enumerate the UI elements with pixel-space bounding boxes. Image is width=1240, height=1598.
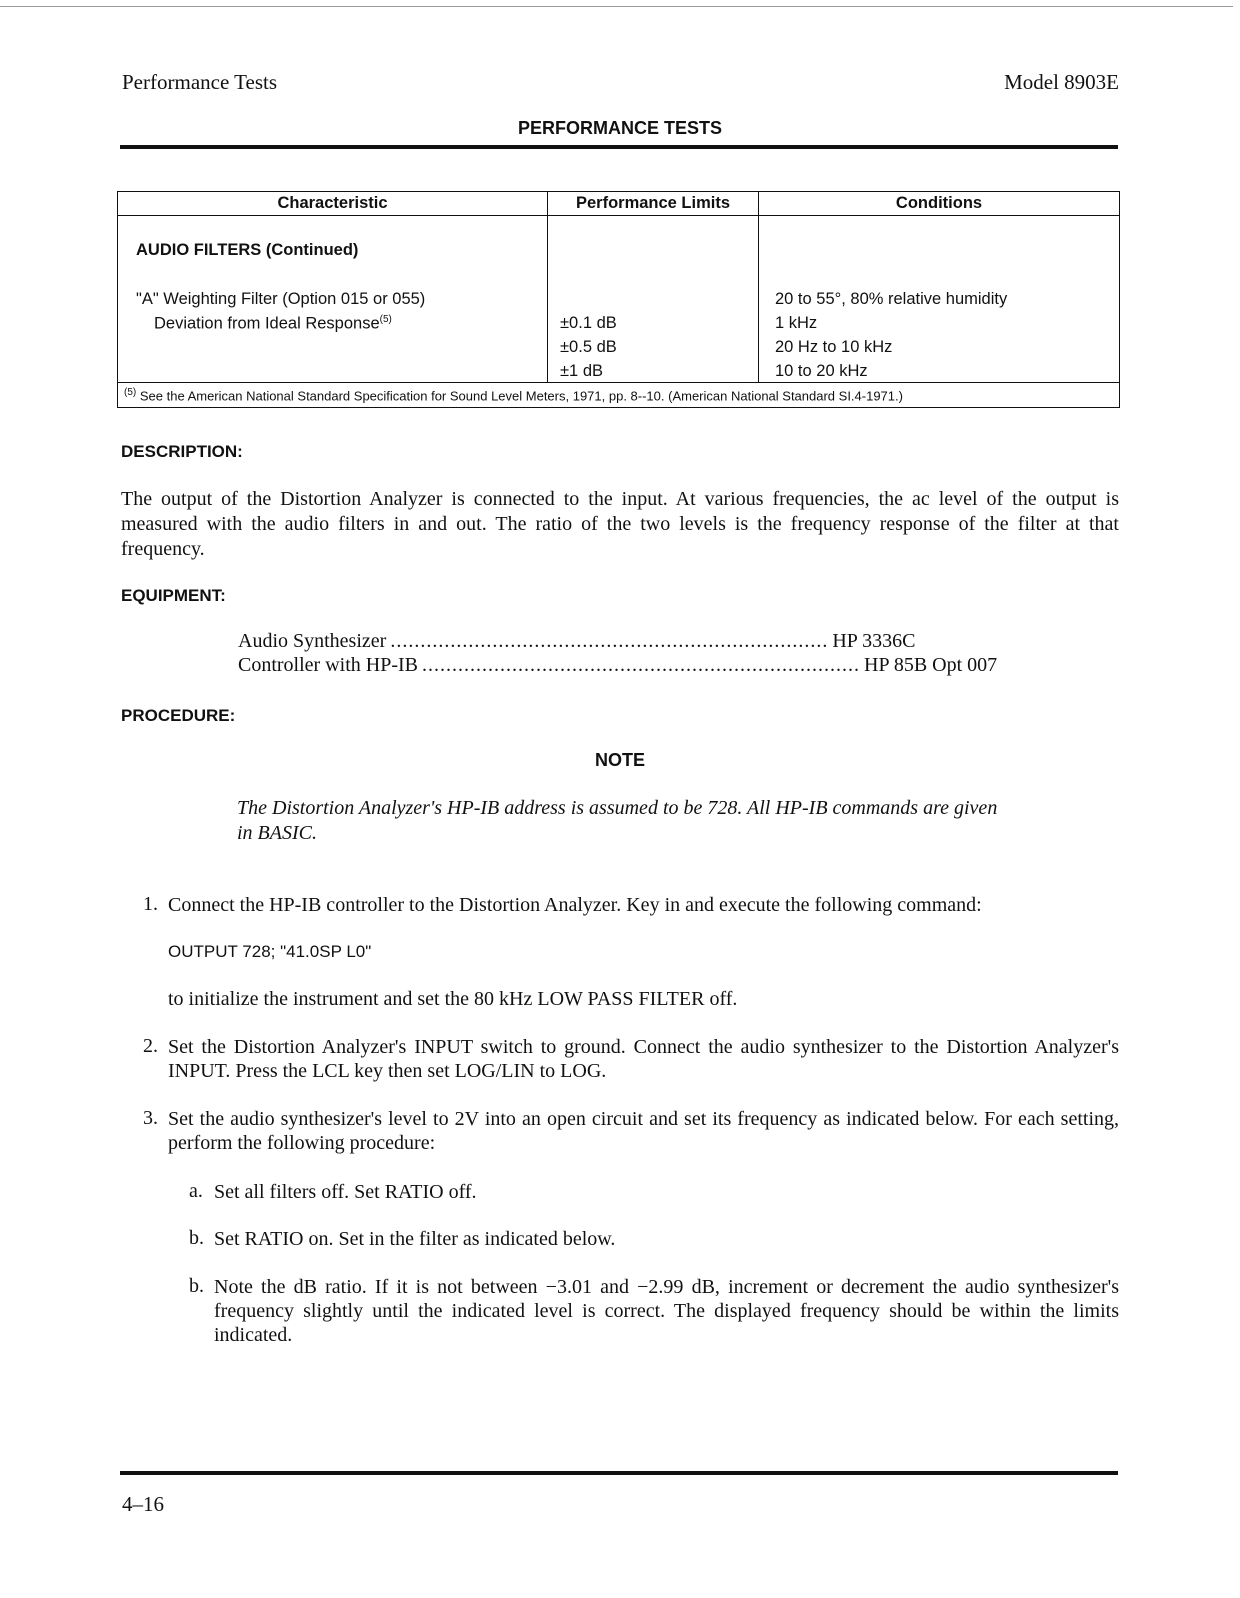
equipment-heading: EQUIPMENT: (121, 586, 226, 605)
footnote-row (118, 383, 1120, 408)
step-number: 3. (143, 1107, 158, 1129)
substep-label: b. (189, 1227, 204, 1249)
condition-value: 20 to 55°, 80% relative humidity (775, 290, 1008, 308)
spec-table-row (118, 216, 1120, 383)
equipment-item (238, 630, 916, 653)
step-text: Set the audio synthesizer's level to 2V into an open circuit and set its frequency as indicated below. For each setting, perform the following procedure: (168, 1108, 1119, 1154)
equipment-name: Audio Synthesizer (238, 630, 387, 652)
performance-limits-cell (548, 216, 759, 383)
footer-rule (120, 1471, 1118, 1475)
step-number: 1. (143, 893, 158, 915)
hpib-command: OUTPUT 728; "41.0SP L0" (168, 942, 372, 961)
substep-label: b. (189, 1275, 204, 1297)
description-heading: DESCRIPTION: (121, 442, 243, 461)
description-text: The output of the Distortion Analyzer is connected to the input. At various frequencies, the ac level of the output is measured with the audio filters in and out. The ratio of the two levels is the frequency response of the filter at that frequency. (121, 488, 1119, 560)
limit-value: ±1 dB (560, 362, 603, 380)
equipment-model: HP 85B Opt 007 (864, 654, 998, 676)
leader-dots: ......................................................................... (422, 654, 860, 676)
spec-table (117, 191, 1120, 408)
col-header-performance-limits: Performance Limits (548, 192, 759, 216)
characteristic-item: "A" Weighting Filter (Option 015 or 055) (136, 290, 426, 308)
section-title: AUDIO FILTERS (Continued) (136, 241, 359, 259)
footnote-cell (118, 383, 1120, 408)
condition-value: 10 to 20 kHz (775, 362, 868, 380)
step-continuation: to initialize the instrument and set the 80 kHz LOW PASS FILTER off. (168, 988, 738, 1010)
footnote-text: See the American National Standard Specification for Sound Level Meters, 1971, pp. 8--10. (American National Standard SI.4-1971.) (139, 388, 903, 404)
step-text: Set the Distortion Analyzer's INPUT switch to ground. Connect the audio synthesizer to the Distortion Analyzer's INPUT. Press the LCL key then set LOG/LIN to LOG. (168, 1036, 1119, 1082)
top-edge-line (0, 6, 1233, 7)
characteristic-cell (118, 216, 548, 383)
heading-rule (120, 145, 1118, 149)
condition-value: 20 Hz to 10 kHz (775, 338, 893, 356)
col-header-characteristic: Characteristic (118, 192, 548, 216)
running-header-left: Performance Tests (122, 70, 278, 94)
footnote-marker: (5) (124, 386, 137, 398)
sub-item-label: Deviation from Ideal Response (154, 314, 380, 333)
substep-text: Set all filters off. Set RATIO off. (214, 1181, 477, 1203)
page-number: 4–16 (122, 1492, 164, 1516)
limit-value: ±0.1 dB (560, 314, 617, 332)
leader-dots: ......................................................................... (390, 630, 829, 652)
running-header-right: Model 8903E (1004, 70, 1119, 94)
equipment-model: HP 3336C (832, 630, 916, 652)
condition-value: 1 kHz (775, 314, 818, 332)
limit-value: ±0.5 dB (560, 338, 617, 356)
page-heading: PERFORMANCE TESTS (517, 118, 722, 138)
step-text: Connect the HP-IB controller to the Distortion Analyzer. Key in and execute the following command: (168, 894, 982, 916)
substep-text: Set RATIO on. Set in the filter as indicated below. (214, 1228, 616, 1250)
substep-text: Note the dB ratio. If it is not between −3.01 and −2.99 dB, increment or decrement the audio synthesizer's frequency slightly until the indicated level is correct. The displayed frequency should be within the limits indicated. (214, 1276, 1119, 1346)
equipment-item (238, 654, 998, 677)
note-text: The Distortion Analyzer's HP-IB address is assumed to be 728. All HP-IB commands are given in BASIC. (237, 797, 998, 844)
col-header-conditions: Conditions (759, 192, 1120, 216)
substep-label: a. (189, 1180, 203, 1202)
footnote-ref: (5) (379, 314, 392, 325)
step-number: 2. (143, 1035, 158, 1057)
procedure-heading: PROCEDURE: (121, 706, 236, 725)
spec-table-header-row (118, 192, 1120, 216)
note-heading: NOTE (594, 750, 645, 770)
equipment-name: Controller with HP-IB (238, 654, 418, 676)
conditions-cell (759, 216, 1120, 383)
characteristic-sub-item (154, 314, 392, 334)
